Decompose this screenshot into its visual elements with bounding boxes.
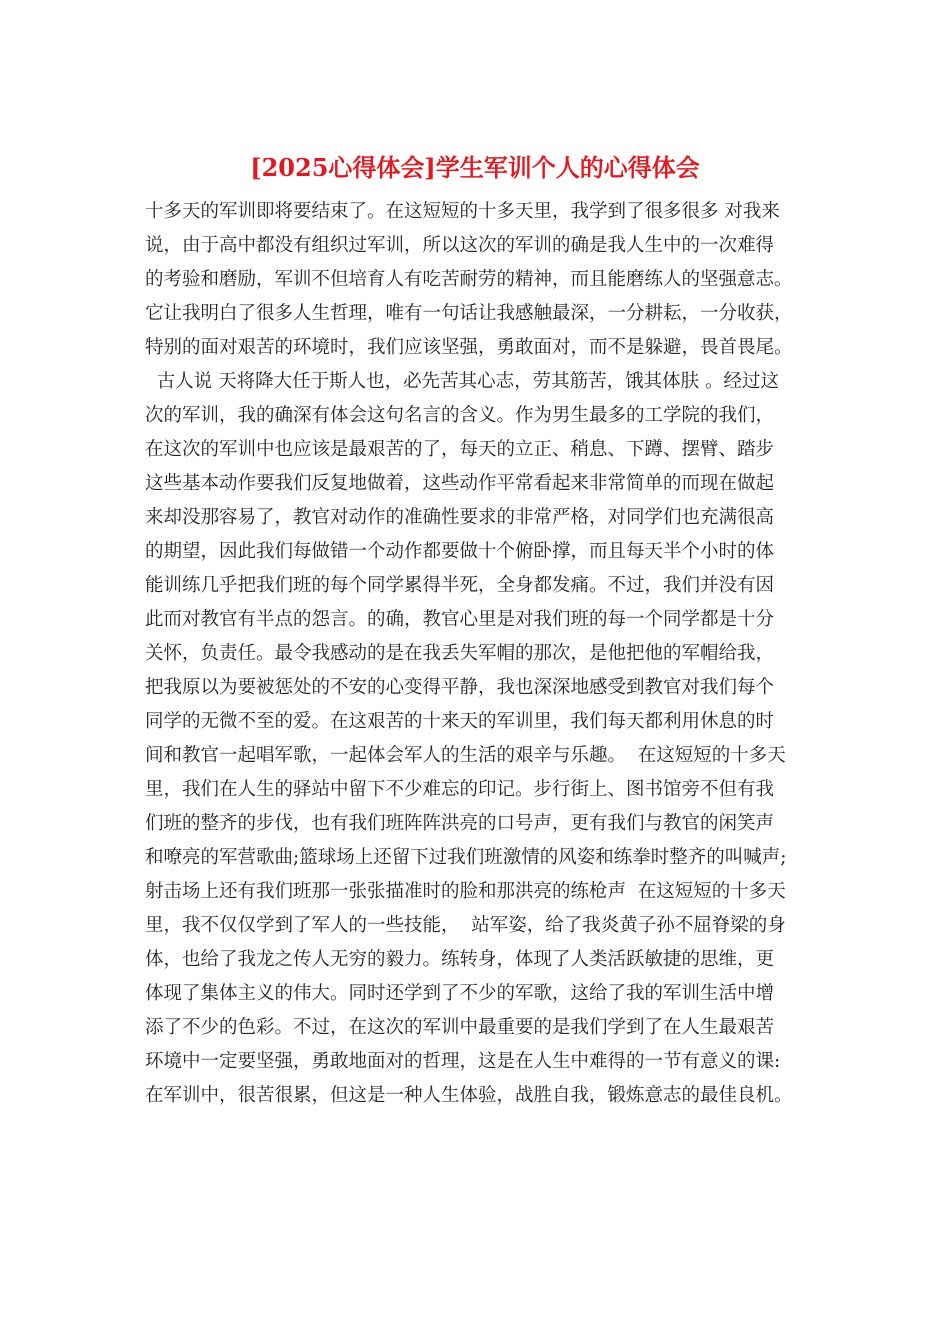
paragraph-line: 特别的面对艰苦的环境时，我们应该坚强，勇敢面对，而不是躲避，畏首畏尾。 [145,337,793,358]
paragraph-line: 添了不少的色彩。不过，在这次的军训中最重要的是我们学到了在人生最艰苦 [145,1017,775,1038]
document-body [145,195,805,1113]
paragraph-line: 和嘹亮的军营歌曲;篮球场上还留下过我们班激情的风姿和练拳时整齐的叫喊声; [145,847,787,868]
paragraph-line: 的考验和磨励，军训不但培育人有吃苦耐劳的精神，而且能磨练人的坚强意志。 [145,269,793,290]
paragraph-line: 环境中一定要坚强，勇敢地面对的哲理，这是在人生中难得的一节有意义的课: [145,1051,781,1072]
paragraph-line: 这些基本动作要我们反复地做着，这些动作平常看起来非常简单的而现在做起 [145,473,775,494]
paragraph-line: 能训练几乎把我们班的每个同学累得半死，全身都发痛。不过，我们并没有因 [145,575,775,596]
paragraph-line: 次的军训，我的确深有体会这句名言的含义。作为男生最多的工学院的我们， [145,405,775,426]
paragraph-line: 里，我不仅仅学到了军人的一些技能， 站军姿，给了我炎黄子孙不屈脊梁的身 [145,915,786,936]
paragraph-line: 来却没那容易了，教官对动作的准确性要求的非常严格，对同学们也充满很高 [145,507,775,528]
document-title: [2025心得体会]学生军训个人的心得体会 [250,153,700,182]
paragraph-line: 十多天的军训即将要结束了。在这短短的十多天里，我学到了很多很多 对我来 [145,201,780,222]
paragraph-line: 它让我明白了很多人生哲理，唯有一句话让我感触最深，一分耕耘，一分收获， [145,303,793,324]
paragraph-line: 间和教官一起唱军歌，一起体会军人的生活的艰辛与乐趣。 在这短短的十多天 [145,745,786,766]
paragraph-line: 把我原以为要被惩处的不安的心变得平静，我也深深地感受到教官对我们每个 [145,677,775,698]
paragraph-line: 射击场上还有我们班那一张张描准时的脸和那洪亮的练枪声 在这短短的十多天 [145,881,786,902]
paragraph-line: 体，也给了我龙之传人无穷的毅力。练转身，体现了人类活跃敏捷的思维，更 [145,949,775,970]
paragraph-line: 在这次的军训中也应该是最艰苦的了，每天的立正、稍息、下蹲、摆臂、踏步 [145,439,775,460]
paragraph-line: 们班的整齐的步伐，也有我们班阵阵洪亮的口号声，更有我们与教官的闲笑声 [145,813,775,834]
paragraph-line: 体现了集体主义的伟大。同时还学到了不少的军歌，这给了我的军训生活中增 [145,983,775,1004]
paragraph-line: 同学的无微不至的爱。在这艰苦的十来天的军训里，我们每天都利用休息的时 [145,711,775,732]
paragraph-line: 此而对教官有半点的怨言。的确，教官心里是对我们班的每一个同学都是十分 [145,609,775,630]
paragraph-line: 里，我们在人生的驿站中留下不少难忘的印记。步行街上、图书馆旁不但有我 [145,779,775,800]
paragraph-line: 说，由于高中都没有组织过军训，所以这次的军训的确是我人生中的一次难得 [145,235,775,256]
paragraph-line: 的期望，因此我们每做错一个动作都要做十个俯卧撑，而且每天半个小时的体 [145,541,775,562]
paragraph-line: 古人说 天将降大任于斯人也，必先苦其心志，劳其筋苦，饿其体肤 。经过这 [145,371,780,392]
paragraph-line: 关怀，负责任。最令我感动的是在我丢失军帽的那次，是他把他的军帽给我， [145,643,775,664]
paragraph-line: 在军训中，很苦很累，但这是一种人生体验，战胜自我，锻炼意志的最佳良机。 [145,1085,793,1106]
